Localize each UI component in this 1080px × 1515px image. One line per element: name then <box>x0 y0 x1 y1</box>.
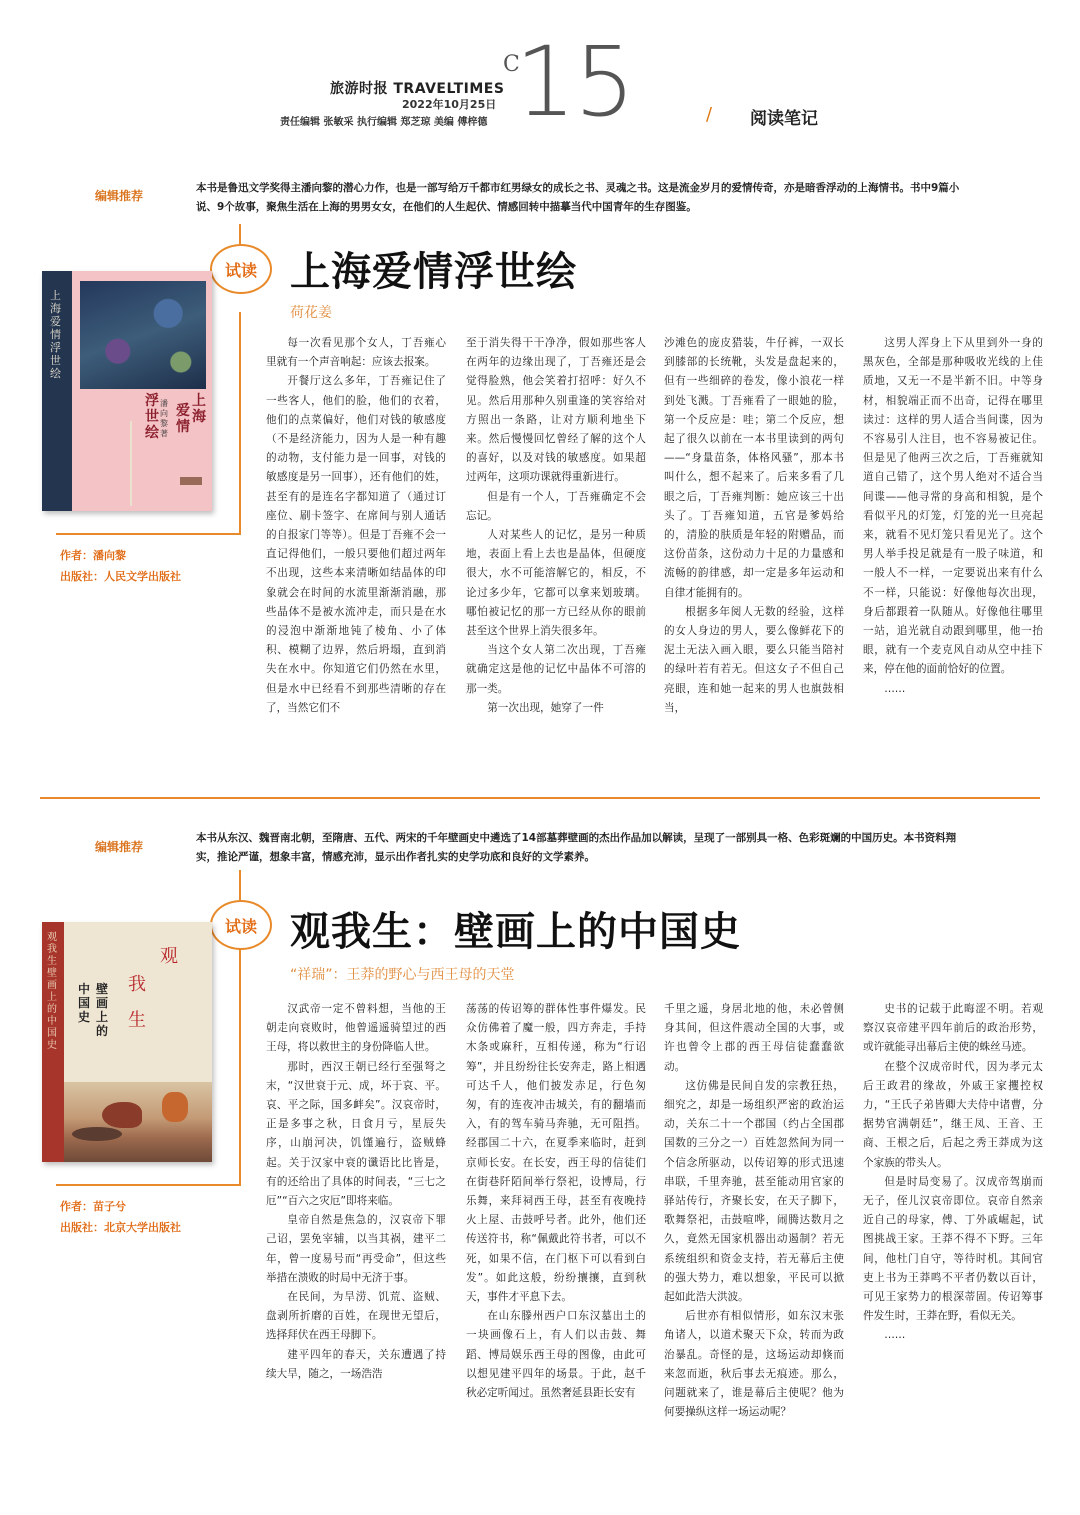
article-column <box>266 334 446 718</box>
mural-figure <box>72 1127 122 1141</box>
cover-big-char: 我 <box>128 974 146 995</box>
paragraph: 开餐厅这么多年，丁吾雍记住了一些客人，他们的脸，他们的衣着，他们的点菜偏好，他们对钱的敏感度（不是经济能力，因为人是一种有趣的动物，支付能力是一回事，对钱的敏感度是另一回事），还有他们的姓，甚至有的是连名字都知道了（通过订座位、刷卡签字、在席间与别人通话的自报家门等等）。但是丁吾雍不会一直记得他们，一般只要他们超过两年不出现，这些本来清晰如结晶体的印象就会在时间的水流里渐渐消融，那些晶体不是被水流冲走，而只是在水的浸泡中渐渐地钝了棱角、小了体积、模糊了边界，然后坍塌，直到消失在水中。你知道它们仍然在水里，但是水中已经看不到那些清晰的存在了，当然它们不 <box>266 375 446 714</box>
cover-title-line: 上海 <box>192 393 206 425</box>
cover-title-line: 中国史 <box>78 982 91 1024</box>
editor-recommend-text: 本书是鲁迅文学奖得主潘向黎的潜心力作，也是一部写给万千都市红男绿女的成长之书、灵魂之书。这是流金岁月的爱情传奇，亦是暗香浮动的上海情书。书中9篇小说、9个故事，聚焦生活在上海的男男女女，在他们的人生起伏、情感回转中描摹当代中国青年的生存图鉴。 <box>196 182 960 213</box>
cover-author: 潘向黎 著 <box>160 399 168 438</box>
paragraph: 这男人浑身上下从里到外一身的黑灰色，全部是那种吸收光线的上佳质地，又无一不是半新不旧。中等身材，相貌端正而不出奇，记得在哪里读过：这样的男人适合当间谍，因为不容易引人注目，也不容易被记住。但是见了他两三次之后，丁吾雍就知道自己错了，这个男人绝对不适合当间谍——他寻常的身高和相貌，是个看似平凡的灯笼，灯笼的光一旦亮起来，就看不见灯笼只看见光了。这个男人举手投足就是有一股子味道，和一般人不一样，一定要说出来有什么不一样，只能说：好像他每次出现，身后都跟着一队随从。好像他往哪里一站，追光就自动跟到哪里，他一抬眼，就有一个麦克风自动从空中挂下来，停在他的面前恰好的位置。 <box>863 337 1043 676</box>
orange-rule-vertical <box>239 948 241 1185</box>
orange-rule-horizontal <box>56 533 241 535</box>
trial-read-badge: 试读 <box>210 244 272 294</box>
book-author: 作者：苗子兮 <box>60 1200 126 1213</box>
paragraph: 每一次看见那个女人，丁吾雍心里就有一个声音响起：应该去报案。 <box>266 337 446 369</box>
paragraph: 沙滩色的庞皮猎装，牛仔裤，一双长到膝部的长统靴，头发是盘起来的，但有一些细碎的卷发，像小浪花一样到处飞溅。丁吾雍看了一眼她的脸，第一个反应是：哇；第二个反应，想起了很久以前在一本书里读到的两句——“身量苗条，体格风骚”，那本书叫什么，想不起来了。后来多看了几眼之后，丁吾雍判断：她应该三十出头了。丁吾雍知道，五官是爹妈给的，清脸的肤质是年轻的附赠品，而这份苗条，这份动力十足的力量感和流畅的韵律感，却一定是多年运动和自律才能拥有的。 <box>664 337 844 599</box>
header-slash: / <box>706 104 713 125</box>
orange-rule-vertical <box>239 870 241 900</box>
section-divider <box>40 797 1040 799</box>
trial-read-badge: 试读 <box>210 900 272 950</box>
paragraph: 在山东滕州西户口东汉墓出土的一块画像石上，有人们以击鼓、舞蹈、博局娱乐西王母的图像，由此可以想见建平四年的场景。于此，赵千秋必定听闻过。虽然奢延县距长安有 <box>466 1310 646 1400</box>
page-number: 15 <box>515 26 634 138</box>
paragraph: 在整个汉成帝时代，因为孝元太后王政君的缘故，外戚王家攫控权力，“王氏子弟皆卿大夫侍中诸曹，分据势官满朝廷”，继王凤、王音、王商、王根之后，后起之秀王莽成为这个家族的带头人。 <box>863 1060 1043 1169</box>
book-cover <box>42 922 212 1162</box>
article-column <box>664 1000 844 1422</box>
mural-figure <box>102 1102 142 1128</box>
article-byline: “祥瑞”：王莽的野心与西王母的天堂 <box>290 967 515 983</box>
paragraph: 根据多年阅人无数的经验，这样的女人身边的男人，要么像鲜花下的泥土无法入画入眼，要么只能当陪衬的绿叶若有若无。但这女子不但自己亮眼，连和她一起来的男人也旗鼓相当， <box>664 605 844 714</box>
article-title: 观我生：壁画上的中国史 <box>290 908 741 955</box>
article-column <box>863 1000 1043 1346</box>
newspaper-name: 旅游时报 TRAVELTIMES <box>330 81 505 97</box>
paragraph: 人对某些人的记忆，是另一种质地，表面上看上去也是晶体，但硬度很大，水不可能溶解它的，相反，不论过多少年，它都可以拿来划玻璃。哪怕被记忆的那一方已经从你的眼前甚至这个世界上消失很多年。 <box>466 529 646 638</box>
paragraph: …… <box>884 682 906 695</box>
paragraph: 千里之遥，身居北地的他，未必曾侧身其间，但这件震动全国的大事，或许也曾令上郡的西王母信徒蠢蠢欲动。 <box>664 1003 844 1073</box>
editor-recommend-label: 编辑推荐 <box>95 840 144 854</box>
paragraph: 但是时局变易了。汉成帝驾崩而无子，侄儿汉哀帝即位。哀帝自然亲近自己的母家，傅、丁外戚崛起，试图挑战王家。王莽不得不下野。三年间，他杜门自守，等待时机。其间官吏上书为王莽鸣不平者仍数以百计，可见王家势力的根深蒂固。传诏筹事件发生时，王莽在野，看似无关。 <box>863 1175 1043 1323</box>
section-letter: C <box>503 52 520 77</box>
cover-lamp-post <box>130 421 132 506</box>
publisher-seal <box>180 477 202 485</box>
cover-painting <box>80 281 206 389</box>
mural-figure <box>162 1092 188 1122</box>
paragraph: 当这个女人第二次出现，丁吾雍就确定这是他的记忆中晶体不可溶的那一类。 <box>466 644 646 695</box>
paragraph: 荡荡的传诏筹的群体性事件爆发。民众仿佛着了魔一般，四方奔走，手持木条或麻秆，互相传递，称为“行诏筹”，并且纷纷往长安奔走，路上相遇可达千人，他们披发赤足，行色匆匆，有的连夜冲击城关，有的翻墙而入，有的驾车骑马奔驰，无可阻挡。经郡国二十六，在夏季来临时，赶到京师长安。在长安，西王母的信徒们在街巷阡陌间举行祭祀，设博局，行乐舞，来拜祠西王母，甚至有夜晚持火上屋、击鼓呼号者。此外，他们还传送符书，称“佩戴此符书者，可以不死，如果不信，在门枢下可以看到白发”。如此这般，纷纷攘攘，直到秋天，事件才平息下去。 <box>466 1003 646 1304</box>
column-name: 阅读笔记 <box>750 109 818 129</box>
paragraph: 第一次出现，她穿了一件 <box>487 701 604 714</box>
paragraph: 但是有一个人，丁吾雍确定不会忘记。 <box>466 490 646 522</box>
book-spine-title: 上海爱情浮世绘 <box>50 289 61 380</box>
article-column <box>863 334 1043 699</box>
editor-recommend-text: 本书从东汉、魏晋南北朝，至隋唐、五代、两宋的千年壁画史中遴选了14部墓葬壁画的杰出作品加以解读，呈现了一部别具一格、色彩斑斓的中国历史。本书资料翔实，推论严谨，想象丰富，情感充沛，显示出作者扎实的史学功底和良好的文学素养。 <box>196 832 957 863</box>
paragraph: 在民间，为旱涝、饥荒、盗贼、盘剥所折磨的百姓，在现世无望后，选择拜伏在西王母脚下。 <box>266 1291 446 1342</box>
book-cover <box>42 271 212 511</box>
article-byline: 荷花姜 <box>290 305 332 321</box>
cover-title-line: 壁画上的 <box>96 982 109 1038</box>
paragraph: 后世亦有相似情形，如东汉末张角诸人，以道术聚天下众，转而为政治暴乱。奇怪的是，这场运动却倏而来忽而逝，秋后事去无痕迹。那么，问题就来了，谁是幕后主使呢？他为何要操纵这样一场运动呢？ <box>664 1310 844 1419</box>
paragraph: 史书的记载于此晦涩不明。若观察汉哀帝建平四年前后的政治形势，或许就能寻出幕后主使的蛛丝马迹。 <box>863 1003 1043 1054</box>
paragraph: 这仿佛是民间自发的宗教狂热，细究之，却是一场组织严密的政治运动，关东二十一个郡国（约占全国郡国数的三分之一）百姓忽然间为同一个信念所驱动，以传诏筹的形式迅速串联，千里奔驰，甚至能动用官家的驿站传行，齐聚长安，在天子脚下，歌舞祭祀，击鼓喧哗，闹腾达数月之久，竟然无国家机器出动遏制？若无系统组织和资金支持，若无幕后主使的强大势力，难以想象，平民可以掀起如此浩大洪波。 <box>664 1079 844 1304</box>
book-spine-title: 观我生 壁画上的中国史 <box>47 932 57 1051</box>
editor-recommend-label: 编辑推荐 <box>95 189 144 203</box>
orange-rule-vertical <box>239 312 241 534</box>
cover-title-line: 浮世 <box>145 393 159 425</box>
book-publisher: 出版社：人民文学出版社 <box>60 570 181 583</box>
paragraph: 建平四年的春天，关东遭遇了持续大旱，随之，一场浩浩 <box>266 1348 446 1380</box>
book-publisher: 出版社：北京大学出版社 <box>60 1221 181 1234</box>
cover-title-line: 绘 <box>145 425 159 441</box>
book-author: 作者：潘向黎 <box>60 549 126 562</box>
paragraph: …… <box>884 1329 906 1342</box>
article-title: 上海爱情浮世绘 <box>290 248 577 295</box>
article-column <box>466 1000 646 1403</box>
article-column <box>266 1000 446 1384</box>
paragraph: 皇帝自然是焦急的，汉哀帝下罪己诏，罢免宰辅，以当其祸，建平二年，曾一度易号而“再受命”，但这些举措在溃败的时局中无济于事。 <box>266 1214 446 1284</box>
orange-rule-horizontal <box>56 1184 241 1186</box>
issue-date: 2022年10月25日 <box>402 98 497 111</box>
paragraph: 至于消失得干干净净，假如那些客人在两年的边缘出现了，丁吾雍还是会觉得脸熟，他会笑着打招呼：好久不见。然后用那种久别重逢的笑容给对方照出一条路，让对方顺利地坐下来。然后慢慢回忆曾经了解的这个人的喜好，以及对钱的敏感度。如果超过两年，这项功课就得重新进行。 <box>466 337 646 484</box>
paragraph: 那时，西汉王朝已经行至强弩之末，“汉世衰于元、成，坏于哀、平。哀、平之际，国多衅矣”。汉哀帝时，正是多事之秋，日食月亏，星辰失序，山崩河决，饥馑遍行，盗贼蜂起。关于汉家中衰的谶语比比皆是，有的还给出了具体的时间表，“三七之厄”“百六之灾厄”即将来临。 <box>266 1060 446 1208</box>
paragraph: 汉武帝一定不曾料想，当他的王朝走向衰败时，他曾遥遥骑望过的西王母，将以救世主的身份降临人世。 <box>266 1003 446 1054</box>
article-column <box>466 334 646 718</box>
cover-big-char: 观 <box>160 946 178 967</box>
editor-credits: 责任编辑 张敏采 执行编辑 郑芝琼 美编 傅梓德 <box>280 117 488 128</box>
cover-big-char: 生 <box>128 1010 146 1031</box>
article-column <box>664 334 844 718</box>
cover-title-line: 爱情 <box>176 403 190 435</box>
